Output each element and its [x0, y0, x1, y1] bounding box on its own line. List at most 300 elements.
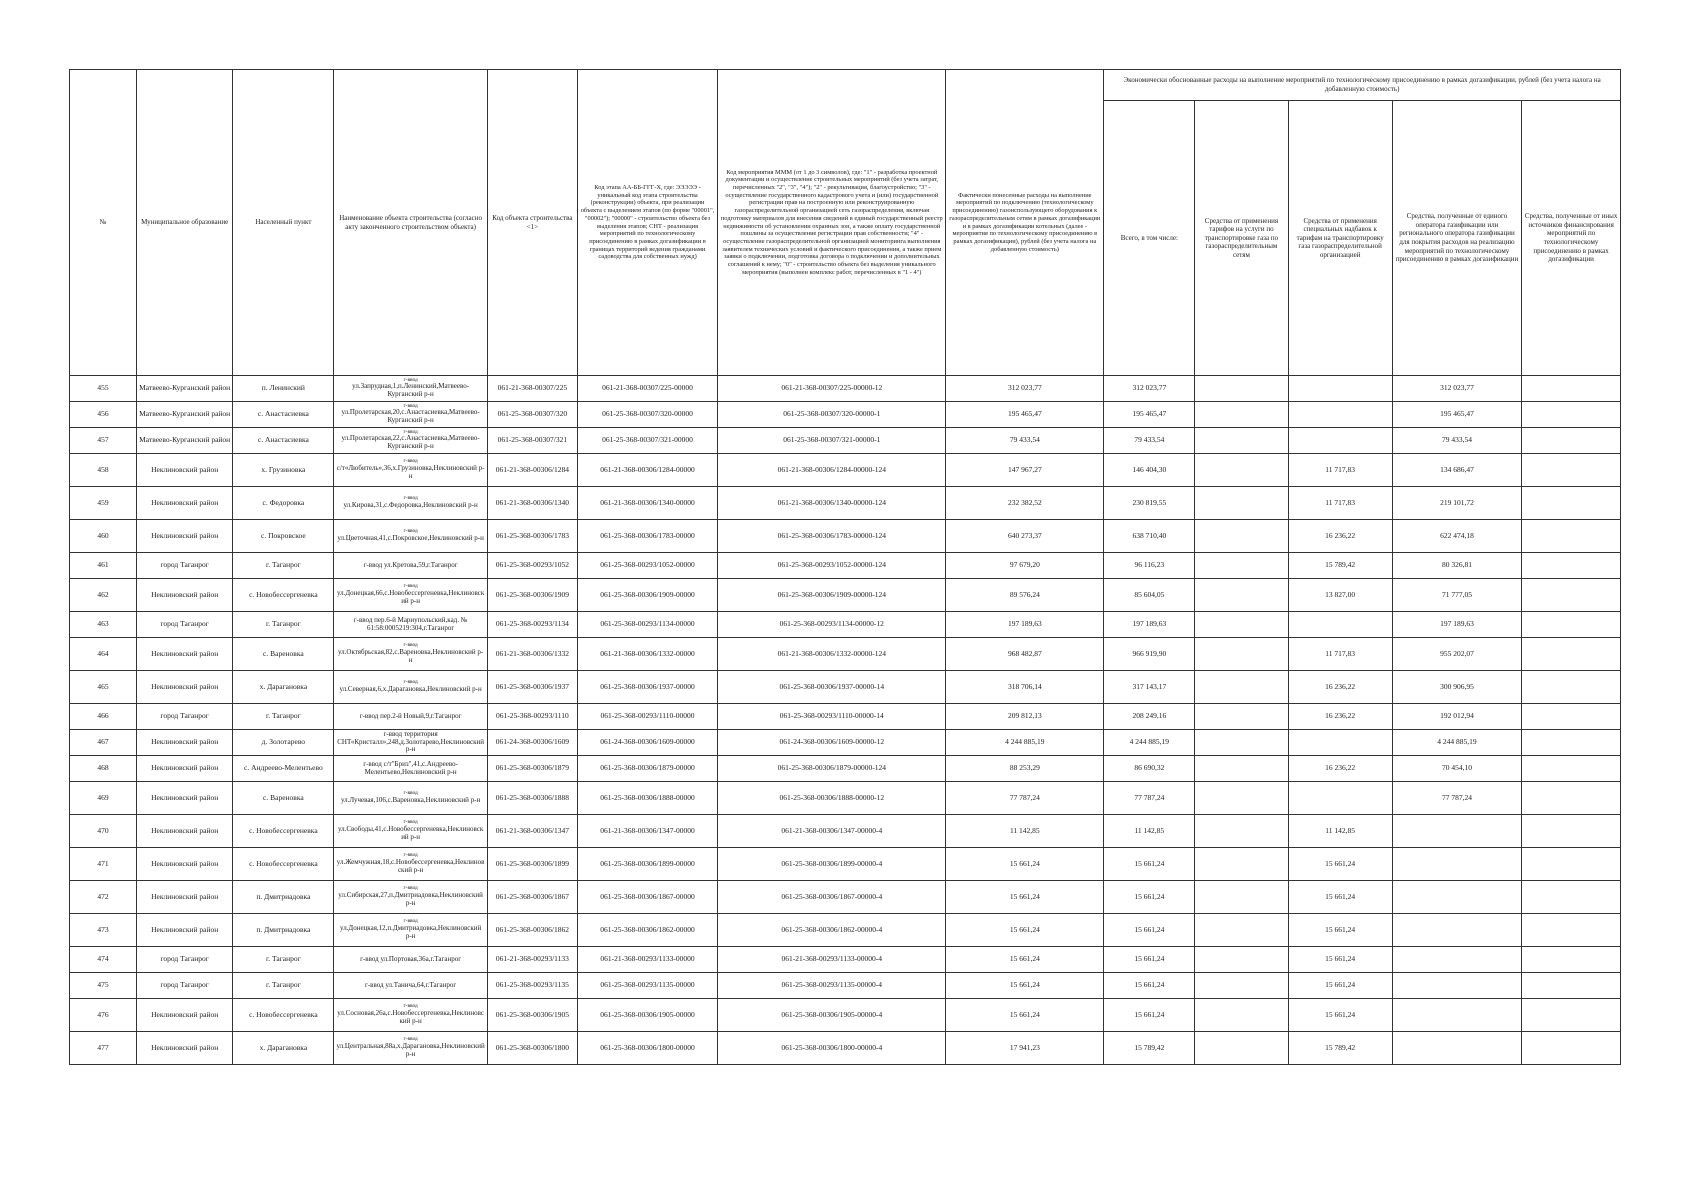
total-cell: 15 661,24 — [1104, 947, 1195, 973]
event-code-cell: 061-25-368-00307/320-00000-1 — [718, 402, 946, 428]
operator-funds-cell — [1392, 999, 1521, 1032]
operator-funds-cell — [1392, 881, 1521, 914]
operator-funds-cell — [1392, 848, 1521, 881]
special-surcharge-cell: 15 661,24 — [1288, 914, 1392, 947]
actual-costs-cell: 17 941,23 — [946, 1032, 1104, 1065]
object-code-cell: 061-21-368-00306/1284 — [487, 454, 577, 487]
table-row — [70, 1032, 1621, 1065]
other-funds-cell — [1522, 612, 1621, 638]
object-address: ул.Центральная,88а,х.Дарагановка,Неклиновский р-н — [336, 1041, 485, 1058]
object-code-cell: 061-21-368-00306/1347 — [487, 815, 577, 848]
operator-funds-cell: 79 433,54 — [1392, 428, 1521, 454]
table-row — [70, 782, 1621, 815]
total-cell: 85 604,05 — [1104, 579, 1195, 612]
object-name-cell — [334, 973, 488, 999]
municipality-cell: Матвеево-Курганский район — [136, 428, 233, 454]
object-code-cell: 061-21-368-00306/1340 — [487, 487, 577, 520]
tariff-cell — [1195, 914, 1288, 947]
object-name-cell — [334, 520, 488, 553]
actual-costs-cell: 209 812,13 — [946, 704, 1104, 730]
operator-funds-cell — [1392, 947, 1521, 973]
settlement-cell: с. Покровское — [233, 520, 334, 553]
stage-code-cell: 061-25-368-00306/1888-00000 — [577, 782, 717, 815]
table-row — [70, 487, 1621, 520]
stage-code-cell: 061-25-368-00293/1110-00000 — [577, 704, 717, 730]
object-type-label: г-ввод — [403, 790, 418, 797]
event-code-cell: 061-25-368-00293/1135-00000-4 — [718, 973, 946, 999]
row-number: 466 — [70, 704, 137, 730]
table-row — [70, 881, 1621, 914]
special-surcharge-cell — [1288, 730, 1392, 756]
special-surcharge-cell: 11 717,83 — [1288, 487, 1392, 520]
row-number: 472 — [70, 881, 137, 914]
stage-code-cell: 061-25-368-00306/1909-00000 — [577, 579, 717, 612]
stage-code-cell: 061-25-368-00306/1783-00000 — [577, 520, 717, 553]
object-code-cell: 061-25-368-00306/1905 — [487, 999, 577, 1032]
tariff-cell — [1195, 704, 1288, 730]
special-surcharge-cell: 16 236,22 — [1288, 756, 1392, 782]
row-number: 470 — [70, 815, 137, 848]
stage-code-cell: 061-25-368-00306/1899-00000 — [577, 848, 717, 881]
event-code-cell: 061-25-368-00306/1888-00000-12 — [718, 782, 946, 815]
special-surcharge-cell: 15 661,24 — [1288, 999, 1392, 1032]
other-funds-cell — [1522, 520, 1621, 553]
event-code-cell: 061-21-368-00306/1340-00000-124 — [718, 487, 946, 520]
object-name-cell — [334, 704, 488, 730]
other-funds-cell — [1522, 704, 1621, 730]
object-address: ул.Жемчужная,18,с.Новобессергеневка,Неклиновский р-н — [336, 857, 485, 874]
municipality-cell: Неклиновский район — [136, 638, 233, 671]
row-number: 463 — [70, 612, 137, 638]
object-code-cell: 061-25-368-00307/320 — [487, 402, 577, 428]
stage-code-cell: 061-25-368-00293/1135-00000 — [577, 973, 717, 999]
municipality-cell: город Таганрог — [136, 553, 233, 579]
table-header — [70, 70, 1621, 376]
header-event-code: Код мероприятия МММ (от 1 до 3 символов), где: "1" - разработка проектной документации и осуществление строительных мероприятий (без учета затрат, перечисленных "2", "3", "4"); "2" - рекультивация, благоустройство; "3" - осуществление государственного кадастрового учета и (или) государственной регистрации прав на построенную или реконструированную газораспределительной организацией сеть газораспределения, включая подготовку материалов для внесения сведений в единый государственный реестр недвижимости об установлении охранных зон, а также оплату государственной пошлины за осуществление регистрации прав собственности; "4" - осуществление газораспределительной организацией мониторинга выполнения заявителем технических условий и фактического присоединения, а также прием заявки о подключении, подготовка договора о подключении и дополнительных соглашений к нему; "0" - строительство объекта без выделения уникального мероприятия (выполнен комплекс работ, перечисленных в "1 - 4") — [718, 70, 946, 376]
operator-funds-cell: 71 777,05 — [1392, 579, 1521, 612]
special-surcharge-cell — [1288, 402, 1392, 428]
object-code-cell: 061-25-368-00306/1937 — [487, 671, 577, 704]
municipality-cell: Неклиновский район — [136, 756, 233, 782]
object-code-cell: 061-25-368-00293/1135 — [487, 973, 577, 999]
row-number: 471 — [70, 848, 137, 881]
municipality-cell: Неклиновский район — [136, 579, 233, 612]
stage-code-cell: 061-21-368-00306/1340-00000 — [577, 487, 717, 520]
event-code-cell: 061-25-368-00306/1909-00000-124 — [718, 579, 946, 612]
municipality-cell: Матвеево-Курганский район — [136, 402, 233, 428]
table-row — [70, 999, 1621, 1032]
settlement-cell: г. Таганрог — [233, 612, 334, 638]
total-cell: 146 404,30 — [1104, 454, 1195, 487]
object-type-label: г-ввод — [403, 852, 418, 859]
operator-funds-cell: 77 787,24 — [1392, 782, 1521, 815]
operator-funds-cell: 312 023,77 — [1392, 376, 1521, 402]
event-code-cell: 061-21-368-00306/1284-00000-124 — [718, 454, 946, 487]
object-name-cell — [334, 914, 488, 947]
other-funds-cell — [1522, 428, 1621, 454]
tariff-cell — [1195, 1032, 1288, 1065]
event-code-cell: 061-25-368-00306/1899-00000-4 — [718, 848, 946, 881]
settlement-cell: с. Федоровка — [233, 487, 334, 520]
total-cell: 15 661,24 — [1104, 973, 1195, 999]
stage-code-cell: 061-21-368-00306/1284-00000 — [577, 454, 717, 487]
object-type-label: г-ввод — [403, 428, 418, 435]
object-code-cell: 061-25-368-00306/1879 — [487, 756, 577, 782]
event-code-cell: 061-25-368-00306/1862-00000-4 — [718, 914, 946, 947]
other-funds-cell — [1522, 914, 1621, 947]
municipality-cell: город Таганрог — [136, 704, 233, 730]
settlement-cell: г. Таганрог — [233, 704, 334, 730]
event-code-cell: 061-25-368-00306/1905-00000-4 — [718, 999, 946, 1032]
operator-funds-cell: 300 906,95 — [1392, 671, 1521, 704]
table-row — [70, 376, 1621, 402]
stage-code-cell: 061-25-368-00293/1134-00000 — [577, 612, 717, 638]
other-funds-cell — [1522, 454, 1621, 487]
object-address: ул.Донецкая,66,с.Новобессергеневка,Неклиновский р-н — [336, 588, 485, 605]
tariff-cell — [1195, 402, 1288, 428]
operator-funds-cell: 134 686,47 — [1392, 454, 1521, 487]
municipality-cell: Неклиновский район — [136, 848, 233, 881]
municipality-cell: город Таганрог — [136, 973, 233, 999]
object-type-label: г-ввод — [403, 458, 418, 465]
total-cell: 77 787,24 — [1104, 782, 1195, 815]
object-type-label: г-ввод — [403, 583, 418, 590]
settlement-cell: г. Таганрог — [233, 973, 334, 999]
tariff-cell — [1195, 612, 1288, 638]
municipality-cell: Неклиновский район — [136, 1032, 233, 1065]
object-address: г-ввод ул.Танича,64,г.Таганрог — [364, 980, 457, 989]
table-row — [70, 756, 1621, 782]
object-name-cell — [334, 848, 488, 881]
actual-costs-cell: 15 661,24 — [946, 947, 1104, 973]
actual-costs-cell: 11 142,85 — [946, 815, 1104, 848]
operator-funds-cell: 955 202,07 — [1392, 638, 1521, 671]
actual-costs-cell: 79 433,54 — [946, 428, 1104, 454]
row-number: 460 — [70, 520, 137, 553]
table-row — [70, 730, 1621, 756]
object-name-cell — [334, 1032, 488, 1065]
object-address: г-ввод пер.2-й Новый,9,г.Таганрог — [359, 711, 462, 720]
row-number: 469 — [70, 782, 137, 815]
object-address: ул.Пролетарская,22,с.Анастасиевка,Матвеево-Курганский р-н — [341, 434, 480, 451]
special-surcharge-cell: 13 827,00 — [1288, 579, 1392, 612]
other-funds-cell — [1522, 671, 1621, 704]
header-operator: Средства, полученные от единого оператора газификации или регионального оператора газификации для покрытия расходов на реализацию мероприятий по технологическому присоединению в рамках догазификации — [1392, 101, 1521, 376]
special-surcharge-cell: 11 142,85 — [1288, 815, 1392, 848]
object-type-label: г-ввод — [403, 918, 418, 925]
object-address: ул.Донецкая,12,п.Дмитриадовка,Неклиновский р-н — [340, 923, 482, 940]
event-code-cell: 061-25-368-00293/1110-00000-14 — [718, 704, 946, 730]
row-number: 473 — [70, 914, 137, 947]
row-number: 458 — [70, 454, 137, 487]
other-funds-cell — [1522, 973, 1621, 999]
object-address: ул.Северная,6,х.Дарагановка,Неклиновский р-н — [339, 684, 482, 693]
total-cell: 4 244 885,19 — [1104, 730, 1195, 756]
tariff-cell — [1195, 999, 1288, 1032]
other-funds-cell — [1522, 815, 1621, 848]
object-name-cell — [334, 730, 488, 756]
header-stage-code: Код этапа АА-ББ-ГГГ-Х, где: ЭЭЭЭЭ - уникальный код этапа строительства (реконструкции) объекта, при реализации объекта с выделением этапов (по форме "00001", "00002"); "00000" - строительство объекта без выделения этапов; СНТ - реализация мероприятий по технологическому присоединению в рамках догазификации в границах территорий ведения гражданами садоводства для собственных нужд) — [577, 70, 717, 376]
object-code-cell: 061-25-368-00306/1862 — [487, 914, 577, 947]
special-surcharge-cell: 11 717,83 — [1288, 454, 1392, 487]
object-type-label: г-ввод — [403, 819, 418, 826]
special-surcharge-cell: 15 789,42 — [1288, 553, 1392, 579]
special-surcharge-cell: 15 661,24 — [1288, 973, 1392, 999]
actual-costs-cell: 15 661,24 — [946, 973, 1104, 999]
operator-funds-cell — [1392, 914, 1521, 947]
object-type-label: г-ввод — [403, 1036, 418, 1043]
other-funds-cell — [1522, 730, 1621, 756]
other-funds-cell — [1522, 756, 1621, 782]
tariff-cell — [1195, 454, 1288, 487]
object-code-cell: 061-21-368-00307/225 — [487, 376, 577, 402]
row-number: 459 — [70, 487, 137, 520]
operator-funds-cell — [1392, 815, 1521, 848]
special-surcharge-cell — [1288, 612, 1392, 638]
event-code-cell: 061-25-368-00306/1783-00000-124 — [718, 520, 946, 553]
total-cell: 79 433,54 — [1104, 428, 1195, 454]
row-number: 467 — [70, 730, 137, 756]
total-cell: 15 661,24 — [1104, 999, 1195, 1032]
table-row — [70, 704, 1621, 730]
table-row — [70, 402, 1621, 428]
tariff-cell — [1195, 376, 1288, 402]
object-code-cell: 061-25-368-00306/1800 — [487, 1032, 577, 1065]
header-no: № — [70, 70, 137, 376]
object-address: г-ввод территория СНТ«Кристалл»,248,д.Золотарево,Неклиновский р-н — [337, 729, 484, 754]
tariff-cell — [1195, 782, 1288, 815]
object-code-cell: 061-21-368-00293/1133 — [487, 947, 577, 973]
other-funds-cell — [1522, 487, 1621, 520]
other-funds-cell — [1522, 638, 1621, 671]
settlement-cell: п. Дмитриадовка — [233, 914, 334, 947]
actual-costs-cell: 88 253,29 — [946, 756, 1104, 782]
total-cell: 15 661,24 — [1104, 914, 1195, 947]
row-number: 456 — [70, 402, 137, 428]
table-row — [70, 579, 1621, 612]
object-code-cell: 061-25-368-00306/1899 — [487, 848, 577, 881]
total-cell: 11 142,85 — [1104, 815, 1195, 848]
object-name-cell — [334, 947, 488, 973]
event-code-cell: 061-25-368-00306/1937-00000-14 — [718, 671, 946, 704]
tariff-cell — [1195, 520, 1288, 553]
table-row — [70, 553, 1621, 579]
settlement-cell: п. Дмитриадовка — [233, 881, 334, 914]
object-name-cell — [334, 487, 488, 520]
special-surcharge-cell: 11 717,83 — [1288, 638, 1392, 671]
event-code-cell: 061-25-368-00293/1052-00000-124 — [718, 553, 946, 579]
stage-code-cell: 061-21-368-00306/1347-00000 — [577, 815, 717, 848]
actual-costs-cell: 640 273,37 — [946, 520, 1104, 553]
object-address: с/т«Любитель»,36,х.Грузиновка,Неклиновский р-н — [336, 463, 485, 480]
total-cell: 317 143,17 — [1104, 671, 1195, 704]
stage-code-cell: 061-21-368-00307/225-00000 — [577, 376, 717, 402]
row-number: 474 — [70, 947, 137, 973]
municipality-cell: Матвеево-Курганский район — [136, 376, 233, 402]
event-code-cell: 061-21-368-00307/225-00000-12 — [718, 376, 946, 402]
event-code-cell: 061-25-368-00307/321-00000-1 — [718, 428, 946, 454]
operator-funds-cell: 4 244 885,19 — [1392, 730, 1521, 756]
tariff-cell — [1195, 579, 1288, 612]
object-name-cell — [334, 612, 488, 638]
stage-code-cell: 061-21-368-00293/1133-00000 — [577, 947, 717, 973]
other-funds-cell — [1522, 782, 1621, 815]
object-name-cell — [334, 402, 488, 428]
object-code-cell: 061-25-368-00306/1888 — [487, 782, 577, 815]
row-number: 465 — [70, 671, 137, 704]
object-type-label: г-ввод — [403, 642, 418, 649]
settlement-cell: х. Дарагановка — [233, 1032, 334, 1065]
object-name-cell — [334, 638, 488, 671]
table-row — [70, 947, 1621, 973]
total-cell: 96 116,23 — [1104, 553, 1195, 579]
actual-costs-cell: 4 244 885,19 — [946, 730, 1104, 756]
object-name-cell — [334, 815, 488, 848]
header-econ-group: Экономически обоснованные расходы на выполнение мероприятий по технологическому присоединению в рамках догазификации, рублей (без учета налога на добавленную стоимость) — [1104, 70, 1621, 101]
other-funds-cell — [1522, 402, 1621, 428]
actual-costs-cell: 232 382,52 — [946, 487, 1104, 520]
object-type-label: г-ввод — [403, 402, 418, 409]
object-name-cell — [334, 756, 488, 782]
settlement-cell: с. Новобессергеневка — [233, 815, 334, 848]
actual-costs-cell: 197 189,63 — [946, 612, 1104, 638]
settlement-cell: п. Ленинский — [233, 376, 334, 402]
operator-funds-cell: 197 189,63 — [1392, 612, 1521, 638]
object-address: г-ввод ул.Портовая,36а,г.Таганрог — [360, 954, 462, 963]
object-type-label: г-ввод — [403, 885, 418, 892]
object-address: ул.Сосновая,26а,с.Новобессергеневка,Неклиновский р-н — [337, 1008, 484, 1025]
object-address: ул.Октябрьская,82,с.Вареновка,Неклиновский р-н — [337, 647, 484, 664]
table-body — [70, 376, 1621, 1065]
row-number: 477 — [70, 1032, 137, 1065]
object-name-cell — [334, 454, 488, 487]
special-surcharge-cell — [1288, 376, 1392, 402]
total-cell: 15 789,42 — [1104, 1032, 1195, 1065]
settlement-cell: с. Анастасиевка — [233, 402, 334, 428]
tariff-cell — [1195, 815, 1288, 848]
municipality-cell: Неклиновский район — [136, 782, 233, 815]
object-code-cell: 061-25-368-00306/1867 — [487, 881, 577, 914]
stage-code-cell: 061-25-368-00306/1879-00000 — [577, 756, 717, 782]
event-code-cell: 061-21-368-00293/1133-00000-4 — [718, 947, 946, 973]
settlement-cell: х. Дарагановка — [233, 671, 334, 704]
object-code-cell: 061-25-368-00306/1783 — [487, 520, 577, 553]
special-surcharge-cell — [1288, 782, 1392, 815]
stage-code-cell: 061-25-368-00306/1937-00000 — [577, 671, 717, 704]
tariff-cell — [1195, 487, 1288, 520]
total-cell: 966 919,90 — [1104, 638, 1195, 671]
data-table — [69, 69, 1621, 1065]
total-cell: 197 189,63 — [1104, 612, 1195, 638]
tariff-cell — [1195, 881, 1288, 914]
object-type-label: г-ввод — [403, 679, 418, 686]
stage-code-cell: 061-25-368-00306/1867-00000 — [577, 881, 717, 914]
stage-code-cell: 061-25-368-00306/1905-00000 — [577, 999, 717, 1032]
object-name-cell — [334, 553, 488, 579]
settlement-cell: с. Новобессергеневка — [233, 579, 334, 612]
row-number: 455 — [70, 376, 137, 402]
event-code-cell: 061-25-368-00293/1134-00000-12 — [718, 612, 946, 638]
object-name-cell — [334, 881, 488, 914]
municipality-cell: город Таганрог — [136, 947, 233, 973]
table-row — [70, 454, 1621, 487]
other-funds-cell — [1522, 999, 1621, 1032]
object-code-cell: 061-25-368-00307/321 — [487, 428, 577, 454]
operator-funds-cell: 622 474,18 — [1392, 520, 1521, 553]
other-funds-cell — [1522, 947, 1621, 973]
total-cell: 230 819,55 — [1104, 487, 1195, 520]
stage-code-cell: 061-25-368-00307/320-00000 — [577, 402, 717, 428]
settlement-cell: с. Новобессергеневка — [233, 999, 334, 1032]
header-tariff: Средства от применения тарифов на услуги по транспортировке газа по газораспределительным сетям — [1195, 101, 1288, 376]
row-number: 461 — [70, 553, 137, 579]
header-object-name: Наименование объекта строительства (согласно акту законченного строительством объекта) — [334, 70, 488, 376]
row-number: 462 — [70, 579, 137, 612]
tariff-cell — [1195, 553, 1288, 579]
municipality-cell: Неклиновский район — [136, 487, 233, 520]
table-row — [70, 612, 1621, 638]
table-row — [70, 848, 1621, 881]
other-funds-cell — [1522, 1032, 1621, 1065]
table-row — [70, 638, 1621, 671]
other-funds-cell — [1522, 848, 1621, 881]
operator-funds-cell: 195 465,47 — [1392, 402, 1521, 428]
object-address: ул.Сибирская,27,п.Дмитриадовка,Неклиновский р-н — [338, 890, 483, 907]
tariff-cell — [1195, 671, 1288, 704]
total-cell: 312 023,77 — [1104, 376, 1195, 402]
actual-costs-cell: 15 661,24 — [946, 881, 1104, 914]
row-number: 475 — [70, 973, 137, 999]
special-surcharge-cell: 15 661,24 — [1288, 947, 1392, 973]
other-funds-cell — [1522, 553, 1621, 579]
event-code-cell: 061-25-368-00306/1800-00000-4 — [718, 1032, 946, 1065]
row-number: 468 — [70, 756, 137, 782]
operator-funds-cell — [1392, 973, 1521, 999]
municipality-cell: Неклиновский район — [136, 914, 233, 947]
object-type-label: г-ввод — [403, 376, 418, 383]
table-row — [70, 428, 1621, 454]
other-funds-cell — [1522, 881, 1621, 914]
actual-costs-cell: 97 679,20 — [946, 553, 1104, 579]
total-cell: 638 710,40 — [1104, 520, 1195, 553]
tariff-cell — [1195, 428, 1288, 454]
actual-costs-cell: 968 482,87 — [946, 638, 1104, 671]
operator-funds-cell: 70 454,10 — [1392, 756, 1521, 782]
settlement-cell: с. Анастасиевка — [233, 428, 334, 454]
settlement-cell: х. Грузиновка — [233, 454, 334, 487]
object-type-label: г-ввод — [403, 1003, 418, 1010]
actual-costs-cell: 15 661,24 — [946, 914, 1104, 947]
object-type-label: г-ввод — [403, 495, 418, 502]
row-number: 457 — [70, 428, 137, 454]
total-cell: 15 661,24 — [1104, 881, 1195, 914]
total-cell: 15 661,24 — [1104, 848, 1195, 881]
settlement-cell: г. Таганрог — [233, 553, 334, 579]
object-name-cell — [334, 999, 488, 1032]
object-name-cell — [334, 782, 488, 815]
event-code-cell: 061-25-368-00306/1879-00000-124 — [718, 756, 946, 782]
tariff-cell — [1195, 973, 1288, 999]
tariff-cell — [1195, 756, 1288, 782]
special-surcharge-cell: 15 661,24 — [1288, 881, 1392, 914]
object-address: ул.Свободы,41,с.Новобессергеневка,Неклиновский р-н — [337, 824, 484, 841]
special-surcharge-cell: 16 236,22 — [1288, 671, 1392, 704]
operator-funds-cell — [1392, 1032, 1521, 1065]
table-row — [70, 520, 1621, 553]
header-object-code: Код объекта строительства <1> — [487, 70, 577, 376]
object-code-cell: 061-25-368-00293/1052 — [487, 553, 577, 579]
total-cell: 86 690,32 — [1104, 756, 1195, 782]
